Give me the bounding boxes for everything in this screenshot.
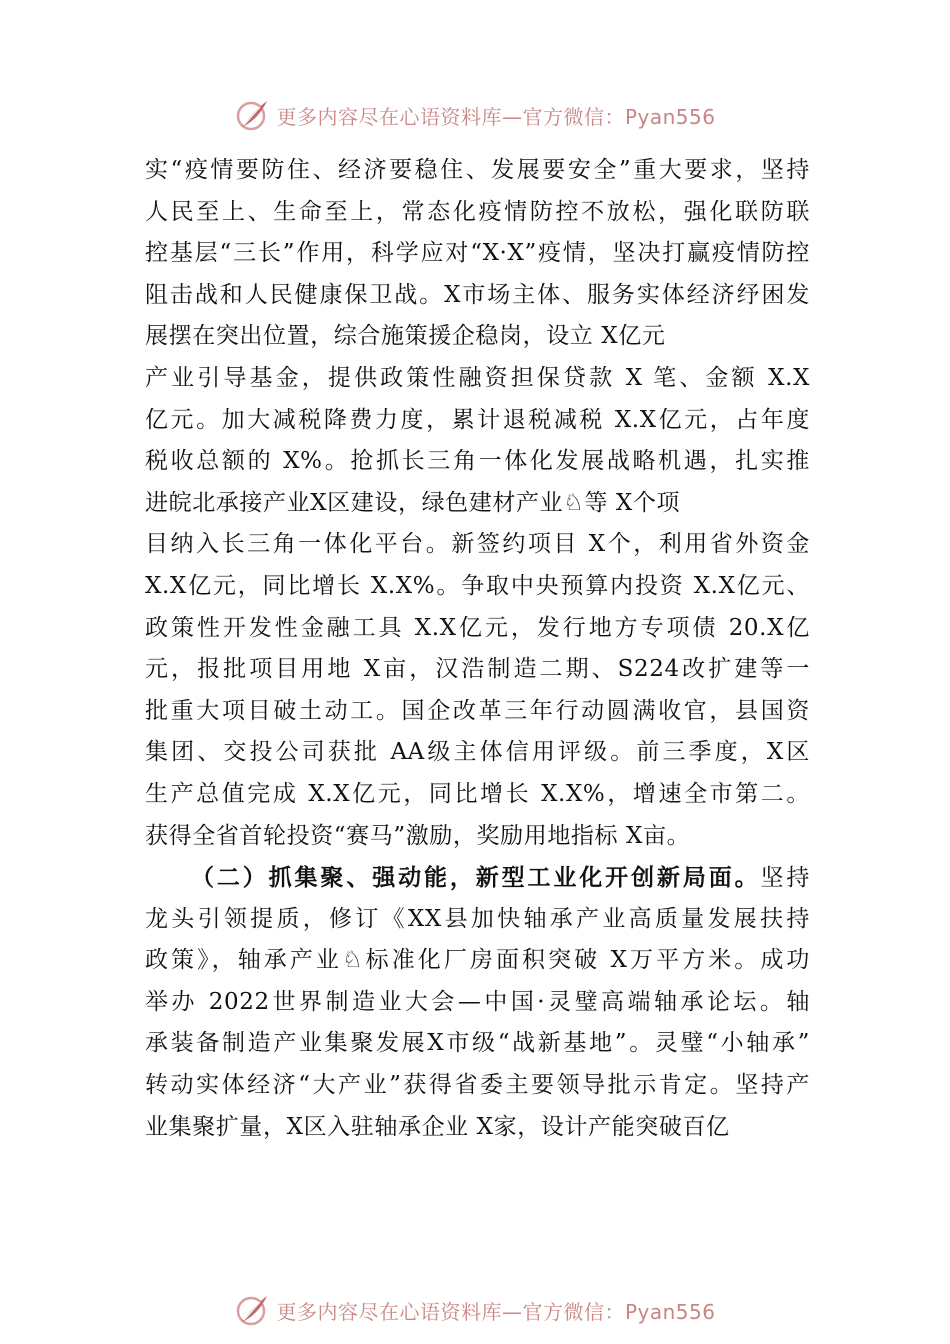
section-heading-text: （二）抓集聚、强动能，新型工业化开创新局面。 xyxy=(191,864,761,892)
feather-pen-logo-icon xyxy=(234,97,270,133)
body-line: 人民至上、生命至上，常态化疫情防控不放松，强化联防联 xyxy=(145,198,810,225)
body-line: 政策》，轴承产业♘标准化厂房面积突破 X万平方米。成功 xyxy=(145,947,810,974)
body-line: 政策性开发性金融工具 X.X亿元，发行地方专项债 20.X亿 xyxy=(145,614,810,641)
body-line: 进皖北承接产业X区建设，绿色建材产业♘等 X个项 xyxy=(145,489,681,516)
body-line: 举办 2022世界制造业大会—中国·灵璧高端轴承论坛。轴 xyxy=(145,988,810,1015)
section-heading-line xyxy=(145,857,810,899)
body-line: 目纳入长三角一体化平台。新签约项目 X个，利用省外资金 xyxy=(145,531,810,558)
feather-pen-logo-icon xyxy=(234,1292,270,1328)
body-line: 承装备制造产业集聚发展X市级“战新基地”。灵璧“小轴承” xyxy=(145,1030,810,1057)
header-banner-text: 更多内容尽在心语资料库—官方微信：Pyan556 xyxy=(276,104,716,129)
body-line: 集团、交投公司获批 AA级主体信用评级。前三季度，X区 xyxy=(145,739,810,766)
body-line: 控基层“三长”作用，科学应对“X·X”疫情，坚决打赢疫情防控 xyxy=(145,240,810,267)
header-banner xyxy=(0,95,950,135)
body-line: 批重大项目破土动工。国企改革三年行动圆满收官，县国资 xyxy=(145,697,810,724)
body-line: X.X亿元，同比增长 X.X%。争取中央预算内投资 X.X亿元、 xyxy=(145,572,810,599)
document-body xyxy=(145,150,810,1148)
body-line: 亿元。加大减税降费力度，累计退税减税 X.X亿元，占年度 xyxy=(145,406,810,433)
body-line: 税收总额的 X%。抢抓长三角一体化发展战略机遇，扎实推 xyxy=(145,448,810,475)
body-line: 元，报批项目用地 X亩，汉浩制造二期、S224改扩建等一 xyxy=(145,656,810,683)
body-line: 转动实体经济“大产业”获得省委主要领导批示肯定。坚持产 xyxy=(145,1072,810,1099)
footer-banner xyxy=(0,1290,950,1330)
body-line: 阻击战和人民健康保卫战。X市场主体、服务实体经济纾困发 xyxy=(145,281,810,308)
body-line: （二）抓集聚、强动能，新型工业化开创新局面。坚持 xyxy=(191,864,810,892)
footer-banner-text: 更多内容尽在心语资料库—官方微信：Pyan556 xyxy=(276,1299,716,1324)
body-line: 生产总值完成 X.X亿元，同比增长 X.X%，增速全市第二。 xyxy=(145,780,810,807)
body-line: 展摆在突出位置，综合施策援企稳岗，设立 X亿元 xyxy=(145,323,666,350)
body-line: 实“疫情要防住、经济要稳住、发展要安全”重大要求，坚持 xyxy=(145,157,810,183)
body-line: 龙头引领提质，修订《XX县加快轴承产业高质量发展扶持 xyxy=(145,905,810,932)
body-line: 业集聚扩量，X区入驻轴承企业 X家，设计产能突破百亿 xyxy=(145,1113,730,1140)
body-line: 获得全省首轮投资“赛马”激励，奖励用地指标 X亩。 xyxy=(145,822,691,849)
body-line: 产业引导基金，提供政策性融资担保贷款 X 笔、金额 X.X xyxy=(145,364,810,391)
